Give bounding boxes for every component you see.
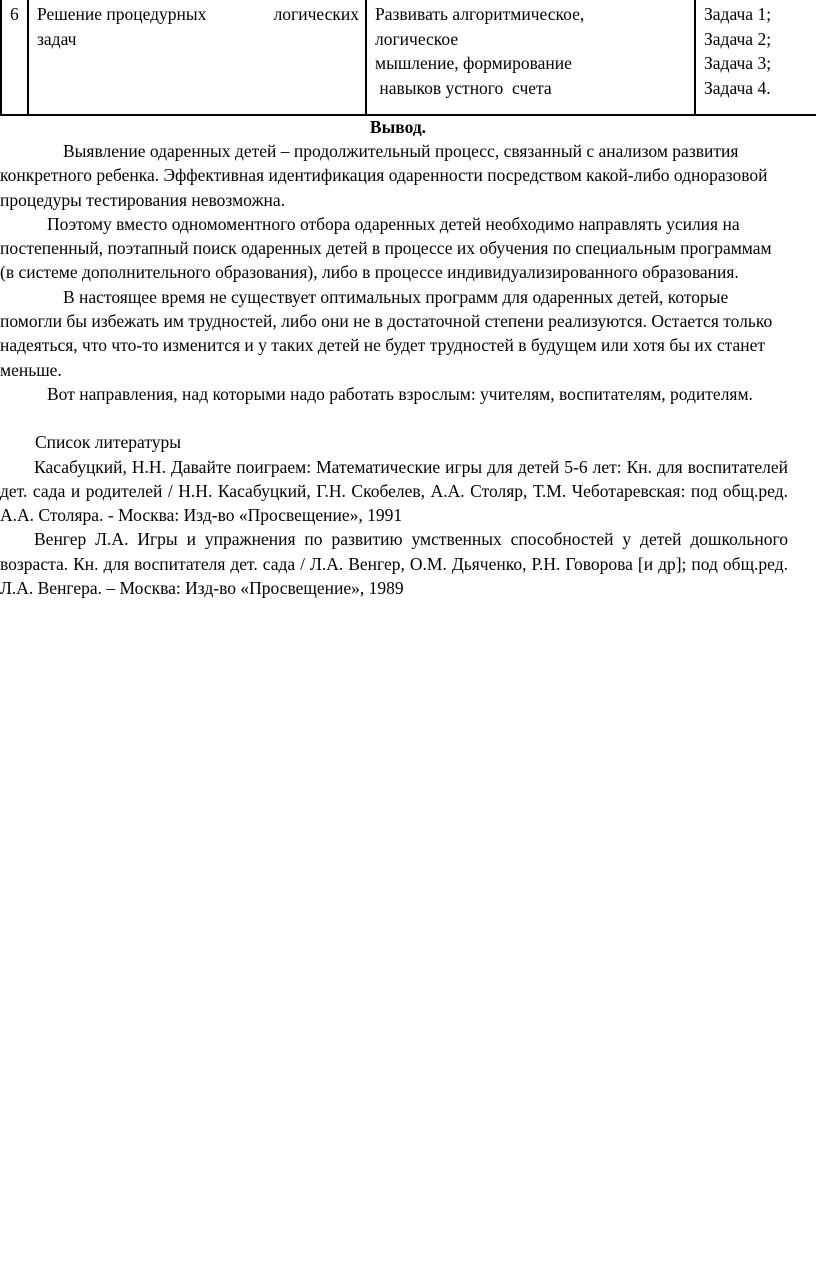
conclusion-paragraph: В настоящее время не существует оптимальных программ для одаренных детей, которые помогли бы избежать им трудностей, либо они не в достаточной степени реализуются. Остается только надеяться, что что-то изменится и у таких детей не будет трудностей в будущем или хотя бы их станет меньше. [0, 286, 773, 380]
goal-line: навыков устного счета [375, 77, 552, 98]
topic-word-left: Решение процедурных [37, 4, 207, 24]
goal-line: логическое [375, 28, 459, 49]
blank-line [0, 406, 788, 430]
lesson-plan-table [0, 0, 816, 116]
topic-line-1 [37, 2, 359, 27]
row-number-cell [1, 0, 28, 115]
bibliography-entry: Касабуцкий, Н.Н. Давайте поиграем: Математические игры для детей 5-6 лет: Кн. для воспитателей дет. сада и родителей / Н.Н. Касабуцкий, Г.Н. Скобелев, А.А. Столяр, Т.М. Чеботаревская: под общ.ред. А.А. Столяра. - Москва: Изд-во «Просвещение», 1991 [0, 456, 788, 526]
conclusion-paragraph: Поэтому вместо одномоментного отбора одаренных детей необходимо направлять усилия на постепенный, поэтапный поиск одаренных детей в процессе их обучения по специальным программам (в системе дополнительного образования), либо в процессе индивидуализированного образования. [0, 213, 772, 283]
conclusion-heading: Вывод. [369, 117, 427, 137]
goal-cell [366, 0, 695, 115]
task-item: Задача 2; [704, 28, 772, 49]
topic-word-right: логических [273, 4, 359, 24]
table-row [1, 0, 816, 115]
conclusion-paragraph: Вот направления, над которыми надо работать взрослым: учителям, воспитателям, родителям. [47, 383, 753, 404]
task-item: Задача 3; [704, 53, 772, 73]
row-number: 6 [10, 4, 19, 24]
conclusion-paragraph: Выявление одаренных детей – продолжительный процесс, связанный с анализом развития конкретного ребенка. Эффективная идентификация одаренности посредством какой-либо одноразовой процедуры тестирования невозможна. [0, 141, 768, 210]
goal-line: Развивать алгоритмическое, [375, 4, 585, 24]
bibliography-entry: Венгер Л.А. Игры и упражнения по развитию умственных способностей у детей дошкольного возраста. Кн. для воспитателя дет. сада / Л.А. Венгер, О.М. Дьяченко, Р.Н. Говорова [и др]; под общ.ред. Л.А. Венгера. – Москва: Изд-во «Просвещение», 1989 [0, 529, 788, 599]
topic-line-2: задач [37, 28, 77, 49]
tasks-cell [695, 0, 816, 115]
document-body [0, 115, 788, 600]
task-item: Задача 4. [704, 77, 771, 98]
task-item: Задача 1; [704, 4, 772, 24]
topic-cell [28, 0, 366, 115]
goal-line: мышление, формирование [375, 53, 572, 73]
bibliography-title: Список литературы [35, 432, 182, 453]
